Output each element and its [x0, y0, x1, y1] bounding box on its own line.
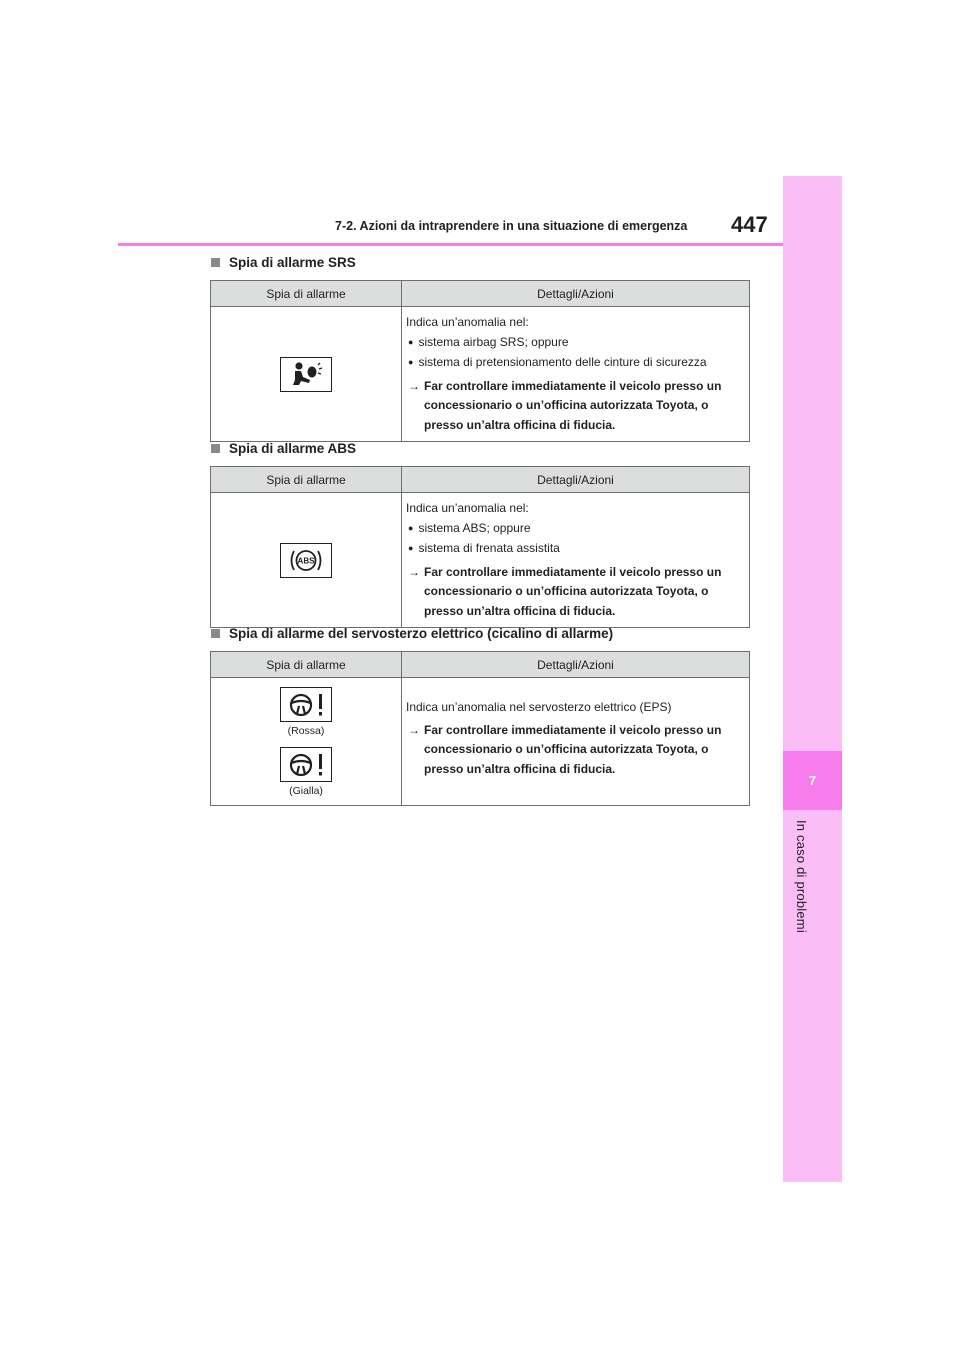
square-bullet-icon	[211, 629, 220, 638]
col-header-warning-light: Spia di allarme	[211, 652, 402, 678]
section-title-abs: Spia di allarme ABS	[211, 441, 356, 456]
square-bullet-icon	[211, 444, 220, 453]
detail-action: → Far controllare immediatamente il veicolo presso un concessionario o un’officina autorizzata Toyota, o presso un’altra officina di fiducia.	[406, 563, 745, 622]
section-title-eps: Spia di allarme del servosterzo elettrico (cicalino di allarme)	[211, 626, 613, 641]
detail-bullet: ● sistema airbag SRS; oppure	[406, 333, 745, 354]
abs-icon-text: ABS	[297, 556, 315, 565]
chapter-number: 7	[783, 751, 842, 810]
srs-airbag-icon	[280, 357, 332, 392]
detail-intro: Indica un’anomalia nel:	[406, 501, 529, 515]
eps-warning-table	[210, 651, 750, 806]
detail-bullet: ● sistema di frenata assistita	[406, 539, 745, 560]
detail-intro: Indica un’anomalia nel servosterzo elettrico (EPS)	[406, 700, 672, 714]
col-header-details: Dettagli/Azioni	[402, 467, 750, 493]
abs-icon	[280, 543, 332, 578]
arrow-right-icon: →	[408, 722, 420, 737]
arrow-right-icon: →	[408, 564, 420, 579]
header-rule	[118, 243, 783, 246]
section-header-title: 7-2. Azioni da intraprendere in una situazione di emergenza	[335, 219, 688, 233]
chapter-label: In caso di problemi	[794, 820, 809, 933]
detail-bullet: ● sistema di pretensionamento delle cinture di sicurezza	[406, 353, 745, 374]
detail-action: → Far controllare immediatamente il veicolo presso un concessionario o un’officina autorizzata Toyota, o presso un’altra officina di fiducia.	[406, 721, 745, 780]
section-title-srs: Spia di allarme SRS	[211, 255, 356, 270]
steering-warning-icon-yellow	[280, 747, 332, 782]
page-number: 447	[731, 212, 768, 237]
square-bullet-icon	[211, 258, 220, 267]
col-header-details: Dettagli/Azioni	[402, 281, 750, 307]
icon-caption-red: (Rossa)	[287, 724, 325, 737]
detail-bullet: ● sistema ABS; oppure	[406, 519, 745, 540]
chapter-side-tab	[783, 176, 842, 1182]
col-header-details: Dettagli/Azioni	[402, 652, 750, 678]
detail-intro: Indica un’anomalia nel:	[406, 315, 529, 329]
steering-warning-icon-red	[280, 687, 332, 722]
arrow-right-icon: →	[408, 378, 420, 393]
icon-caption-yellow: (Gialla)	[289, 784, 323, 797]
detail-action: → Far controllare immediatamente il veicolo presso un concessionario o un’officina autorizzata Toyota, o presso un’altra officina di fiducia.	[406, 377, 745, 436]
abs-warning-table	[210, 466, 750, 628]
col-header-warning-light: Spia di allarme	[211, 467, 402, 493]
col-header-warning-light: Spia di allarme	[211, 281, 402, 307]
srs-warning-table	[210, 280, 750, 442]
